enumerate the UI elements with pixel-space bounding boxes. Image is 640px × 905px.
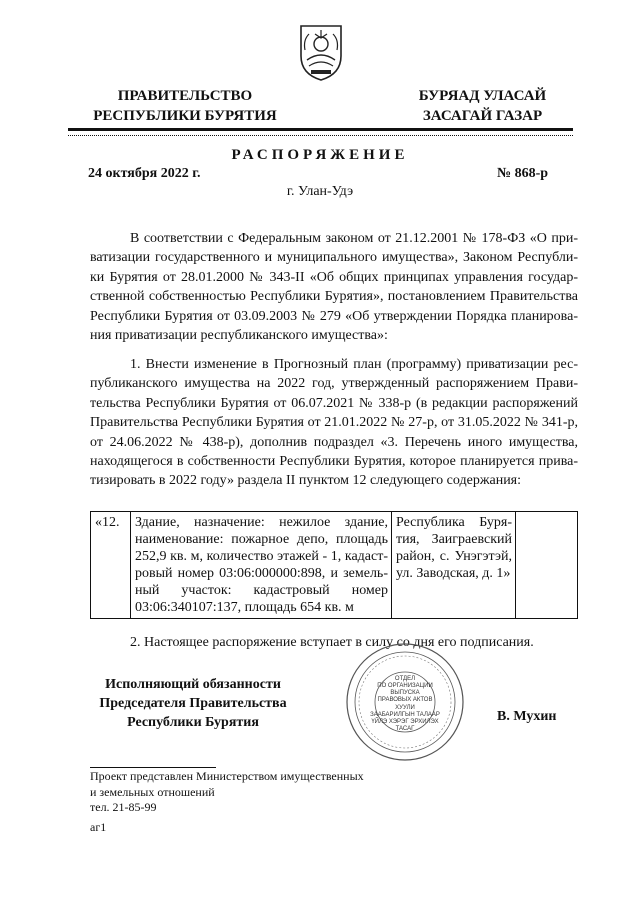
document-date: 24 октября 2022 г. (88, 166, 201, 181)
header-right-line2: ЗАСАГАЙ ГАЗАР (422, 108, 543, 124)
footer-code: аг1 (90, 820, 107, 834)
document-title: РАСПОРЯЖЕНИЕ (231, 147, 409, 163)
header-divider-dotted (68, 135, 573, 136)
stamp-line6: ЗААБАРИЛГЫН ТАЛААР (370, 712, 440, 718)
header-right-line1: БУРЯАД УЛАСАЙ (418, 88, 547, 104)
header-left-line1: ПРАВИТЕЛЬСТВО (117, 88, 253, 104)
footer-line3: тел. 21-85-99 (90, 800, 157, 814)
footer-line1: Проект представлен Министерством имущественных (90, 769, 364, 783)
stamp-line4: ПРАВОВЫХ АКТОВ (377, 697, 433, 703)
stamp-line7: ҮЙЛЭ ХЭРЭГ ЭРХИЛЭХ (371, 719, 439, 725)
government-name-russian (80, 86, 290, 126)
item-extra-cell (516, 512, 578, 619)
stamp-line3: ВЫПУСКА (390, 690, 420, 696)
item-number-cell: «12. (91, 512, 131, 619)
signatory-line2: Председателя Правительства (99, 696, 287, 711)
signatory-line3: Республики Бурятия (127, 715, 259, 730)
stamp-line2: ПО ОРГАНИЗАЦИИ (377, 683, 433, 689)
footer-note (90, 769, 364, 816)
stamp-line5: ХУУЛИ (395, 705, 415, 711)
footer-divider (90, 767, 216, 768)
header-divider-thick (68, 128, 573, 131)
preamble-paragraph: В соответствии с Федеральным законом от 21.12.2001 № 178-ФЗ «О приватизации государственного и муниципального имущества», Законом Республики Бурятия от 28.01.2000 № 343-II «Об общих принципах управления государственной собственностью Республики Бурятия», постановлением Правительства Республики Бурятия от 03.09.2003 № 279 «Об утверждении Порядка планирования приватизации республиканского имущества»: (90, 231, 578, 344)
table-row (91, 512, 578, 619)
header-left-line2: РЕСПУБЛИКИ БУРЯТИЯ (93, 108, 277, 124)
document-number: № 868-р (497, 166, 549, 181)
government-name-buryat (395, 86, 570, 126)
signatory-line1: Исполняющий обязанности (105, 677, 281, 692)
clause-2-paragraph: 2. Настоящее распоряжение вступает в силу со дня его подписания. (130, 635, 534, 650)
coat-of-arms-icon (297, 20, 345, 82)
official-stamp-icon (343, 640, 467, 764)
signatory-name: В. Мухин (497, 709, 557, 724)
signatory-title (88, 675, 298, 732)
item-address-cell: Республика Бурятия, Заиграевский район, с. Унэгэтэй, ул. Заводская, д. 1» (392, 512, 516, 619)
inserted-item-table (90, 511, 578, 619)
clause-1-paragraph: 1. Внести изменение в Прогнозный план (программу) приватизации республиканского имущества на 2022 год, утвержденный распоряжением Правительства Республики Бурятия от 06.07.2021 № 338-р (в редакции распоряжений Правительства Республики Бурятия от 21.01.2022 № 27-р, от 31.05.2022 № 341-р, от 24.06.2022 № 438-р), дополнив подраздел «3. Перечень иного имущества, находящегося в собственности Республики Бурятия, которое планируется приватизировать в 2022 году» раздела II пунктом 12 следующего содержания: (90, 357, 578, 489)
item-description-cell: Здание, назначение: нежилое здание, наименование: пожарное депо, площадь 252,9 кв. м, количество этажей - 1, кадастровый номер 03:06:000000:898, и земельный участок: кадастровый номер 03:06:340107:137, площадь 654 кв. м (131, 512, 392, 619)
stamp-line8: ТАСАГ (395, 726, 415, 732)
footer-line2: и земельных отношений (90, 784, 215, 799)
stamp-line1: ОТДЕЛ (394, 676, 416, 682)
document-city: г. Улан-Удэ (286, 184, 354, 199)
